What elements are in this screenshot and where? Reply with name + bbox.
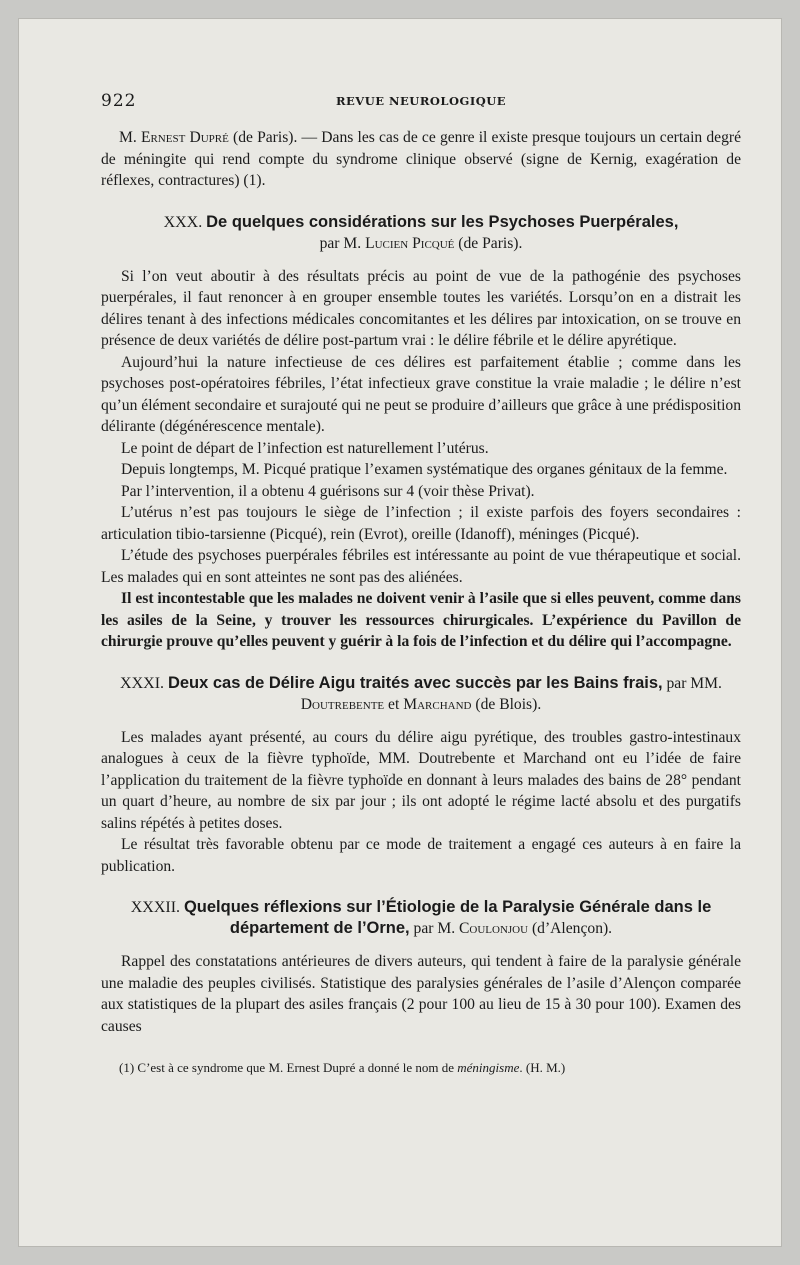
section-30-paragraph: L’utérus n’est pas toujours le siège de l’infection ; il existe parfois des foyers secondaires : articulation tibio-tarsienne (Picqué), rein (Evrot), oreille (Idanoff), méninges (Picqué). — [101, 504, 741, 543]
section-32-by-suffix: (d’Alençon). — [528, 920, 613, 937]
section-30-by-suffix: (de Paris). — [454, 234, 523, 252]
page-content — [101, 91, 741, 1077]
section-30-number: XXX. — [163, 213, 203, 231]
section-31-joiner: et — [384, 695, 404, 713]
section-32-paragraph: Rappel des constatations antérieures de divers auteurs, qui tendent à faire de la paralysie générale une maladie des peuples civilisés. Statistique des paralysies générales de l’asile d’Alençon comparée aux statistiques de la plupart des asiles français (2 pour 100 au lieu de 15 à 30 pour 100). Examen des causes — [101, 953, 741, 1035]
page-number: 922 — [101, 91, 137, 111]
section-30-paragraph: Il est incontestable que les malades ne doivent venir à l’asile que si elles peuvent, comme dans les asiles de la Seine, y trouver les ressources chirurgicales. L’expérience du Pavillon de chirurgie prouve qu’elles peuvent y guérir à la fois de l’infection et du délire qui l’accompagne. — [101, 590, 741, 650]
section-30-paragraph: Depuis longtemps, M. Picqué pratique l’examen systématique des organes génitaux de la femme. — [121, 461, 728, 478]
section-32-number: XXXII. — [130, 899, 181, 916]
footnote-suffix: . (H. M.) — [519, 1060, 566, 1075]
section-30-paragraph: L’étude des psychoses puerpérales fébriles est intéressante au point de vue thérapeutique et social. Les malades qui en sont atteintes ne sont pas des aliénées. — [101, 547, 741, 586]
running-head — [101, 91, 741, 113]
section-30-byline — [320, 235, 523, 252]
section-30-paragraph: Par l’intervention, il a obtenu 4 guérisons sur 4 (voir thèse Privat). — [121, 482, 535, 500]
section-31-paragraph: Les malades ayant présenté, au cours du délire aigu pyrétique, des troubles gastro-intestinaux analogues à ceux de la fièvre typhoïde, MM. Doutrebente et Marchand ont eu l’idée de faire l’application du traitement de la fièvre typhoïde en donnant à leurs malades des bains de 28° pendant un quart d’heure, au nombre de six par jour ; ils ont adopté le régime lacté absolu et des purgatifs salins répétés à petites doses. — [101, 728, 741, 832]
footnote-term: méningisme — [457, 1060, 520, 1075]
footnote-text: (1) C’est à ce syndrome que M. Ernest Dupré a donné le nom de — [119, 1060, 458, 1075]
section-32-byline — [410, 920, 612, 937]
section-31-by-suffix: (de Blois). — [471, 695, 542, 713]
section-32-author: Coulonjou — [459, 920, 529, 937]
section-31-by-prefix: par MM. — [662, 674, 722, 692]
intro-author-name: Ernest Dupré — [140, 129, 229, 146]
section-31-paragraph: Le résultat très favorable obtenu par ce mode de traitement a engagé ces auteurs à en faire la publication. — [101, 836, 741, 875]
section-30-paragraph: Aujourd’hui la nature infectieuse de ces délires est parfaitement établie ; comme dans les psychoses post-opératoires fébriles, l’état infectieux grave constitue la vraie maladie ; le délire n’est qu’un élément secondaire et surajouté qui ne peut se produire d’ailleurs que grâce à une prédisposition délirante (dégénérescence mentale). — [101, 353, 741, 435]
section-31-author-2: Marchand — [403, 695, 472, 713]
intro-text: (de Paris). — Dans les cas de ce genre il existe presque toujours un certain degré de méningite qui rend compte du syndrome clinique observé (signe de Kernig, exagération de réflexes, contractures) (1). — [101, 129, 741, 189]
section-32-heading — [101, 897, 741, 939]
footnote — [101, 1059, 741, 1077]
footnote-separator — [101, 1037, 741, 1059]
journal-title: REVUE NEUROLOGIQUE — [335, 94, 507, 108]
section-30-author: Lucien Picqué — [365, 234, 455, 252]
section-30-title: De quelques considérations sur les Psychoses Puerpérales, — [206, 212, 679, 231]
section-30-heading — [101, 212, 741, 254]
intro-paragraph — [101, 127, 741, 192]
section-31-title: Deux cas de Délire Aigu traités avec succès par les Bains frais, — [167, 673, 663, 692]
intro-author-prefix: M. — [119, 129, 141, 146]
section-32-title: Quelques réflexions sur l’Étiologie de la Paralysie Générale dans le département de l’Orne, — [183, 898, 712, 937]
section-31-number: XXXI. — [120, 674, 165, 692]
page-sheet — [18, 18, 782, 1247]
section-30-paragraph: Si l’on veut aboutir à des résultats précis au point de vue de la pathogénie des psychoses puerpérales, il faut renoncer à en grouper ensemble toutes les variétés. Lorsqu’on en a distrait les délires tenant à des infections médicales concomitantes et les délires par intoxication, on se trouve en présence de deux variétés de délire post-partum vrai : le délire fébrile et le délire apyrétique. — [101, 267, 741, 349]
section-31-author-1: Doutrebente — [300, 695, 385, 713]
section-32-by-prefix: par M. — [409, 920, 459, 937]
section-30-paragraph: Le point de départ de l’infection est naturellement l’utérus. — [121, 439, 489, 457]
section-30-by-prefix: par M. — [319, 234, 366, 252]
section-31-heading — [101, 673, 741, 715]
